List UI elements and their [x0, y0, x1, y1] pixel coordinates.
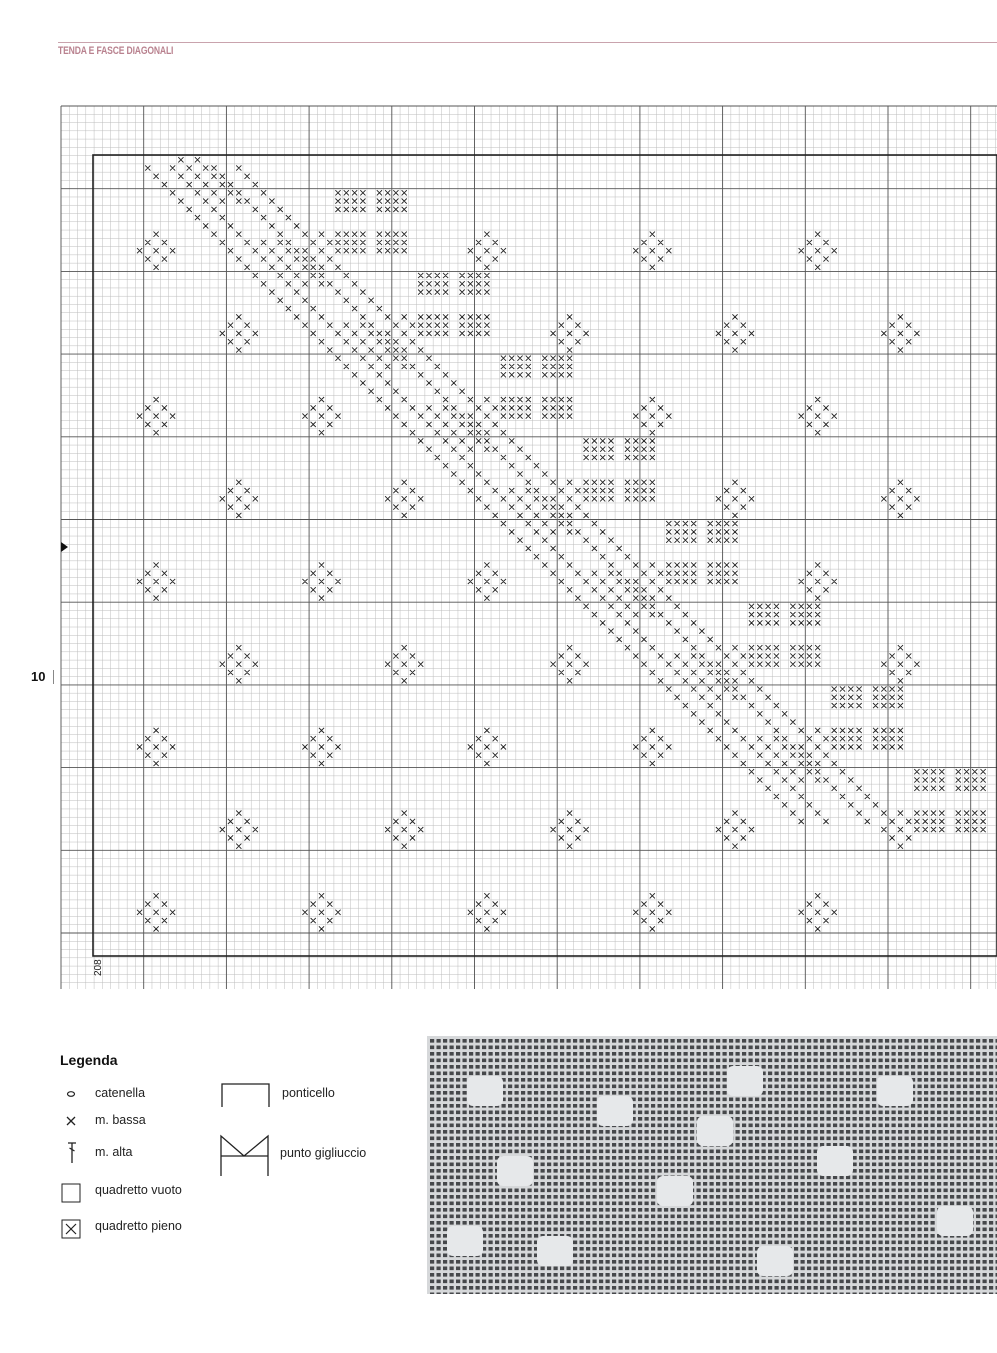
photo-solid-block	[657, 1176, 693, 1206]
page-section-title: TENDA E FASCE DIAGONALI	[58, 45, 174, 57]
double-crochet-icon	[66, 1141, 78, 1165]
filet-crochet-chart	[0, 100, 997, 995]
photo-solid-block	[727, 1066, 763, 1096]
empty-square-icon	[61, 1183, 81, 1203]
legend-label-quadretto-vuoto: quadretto vuoto	[95, 1183, 182, 1197]
lacet-icon	[219, 1134, 271, 1178]
header-rule	[58, 42, 997, 43]
start-arrow-icon	[61, 542, 68, 552]
chain-icon	[65, 1089, 77, 1099]
photo-solid-block	[937, 1206, 973, 1236]
photo-solid-block	[877, 1076, 913, 1106]
photo-solid-block	[497, 1156, 533, 1186]
photo-solid-block	[537, 1236, 573, 1266]
legend-title: Legenda	[60, 1052, 118, 1068]
photo-solid-block	[697, 1116, 733, 1146]
legend-label-punto-gigliuccio: punto gigliuccio	[280, 1146, 367, 1160]
photo-solid-block	[817, 1146, 853, 1176]
x-stitch-icon	[65, 1115, 77, 1127]
photo-solid-block	[447, 1226, 483, 1256]
bottom-row-label: 208	[93, 959, 104, 976]
legend-label-ponticello: ponticello	[282, 1086, 335, 1100]
legend-label-quadretto-pieno: quadretto pieno	[95, 1219, 182, 1233]
photo-solid-block	[597, 1096, 633, 1126]
filled-square-icon	[61, 1219, 81, 1239]
photo-solid-block	[467, 1076, 503, 1106]
row-marker-tick	[53, 670, 54, 684]
legend-label-m-alta: m. alta	[95, 1145, 133, 1159]
legend-label-m-bassa: m. bassa	[95, 1113, 146, 1127]
row-marker: 10	[31, 669, 46, 684]
photo-solid-block	[757, 1246, 793, 1276]
bridge-icon	[220, 1082, 272, 1108]
legend-label-catenella: catenella	[95, 1086, 146, 1100]
crochet-sample-photo	[427, 1036, 997, 1294]
